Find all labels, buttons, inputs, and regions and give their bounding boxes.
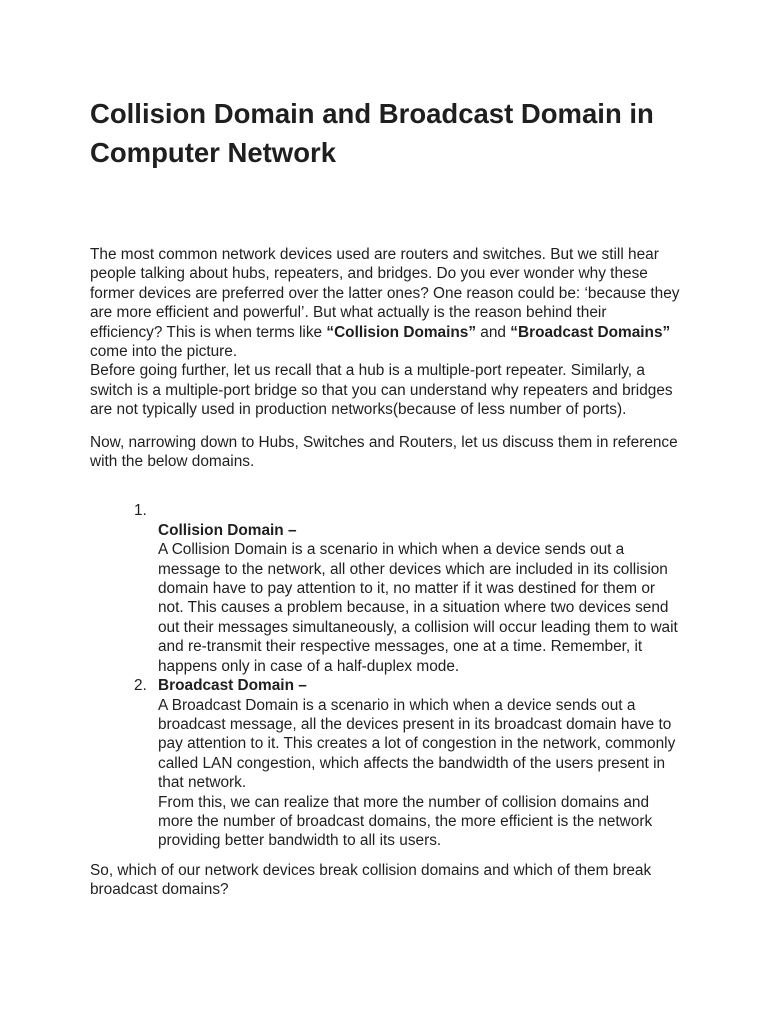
collision-domain-body: A Collision Domain is a scenario in which when a device sends out a message to the network, all other devices which are included in its collision domain have to pay attention to it, no matter if it was destined for them or not. This causes a problem because, in a situation where two devices send out their messages simultaneously, a collision will occur leading them to wait and re-transmit their respective messages, one at a time. Remember, it happens only in case of a half-duplex mode. [158,541,678,675]
list-number: 1. [134,502,147,520]
intro-section [90,245,680,420]
blank-line [158,501,680,520]
narrowing-paragraph: Now, narrowing down to Hubs, Switches and Routers, let us discuss them in reference with the below domains. [90,433,678,471]
intro-text-before: The most common network devices used are routers and switches. But we still hear people talking about hubs, repeaters, and bridges. Do you ever wonder why these former devices are preferred over the latter ones? One reason could be: ‘because they are more efficient and powerful’. But what actually is the reason behind their efficiency? This is when terms like [90,246,680,341]
list-number: 2. [134,677,147,695]
intro-and-text: and [476,323,511,341]
article [90,94,680,915]
broadcast-domain-heading: Broadcast Domain – [158,677,307,695]
collision-domain-heading: Collision Domain – [158,521,297,539]
list-item-collision [134,501,680,676]
broadcast-domain-body: A Broadcast Domain is a scenario in which when a device sends out a broadcast message, all the devices present in its broadcast domain have to pay attention to it. This creates a lot of congestion in the network, commonly called LAN congestion, which affects the bandwidth of the users present in that network. [158,696,676,792]
term-collision-domains: “Collision Domains” [326,323,477,341]
domain-list [90,501,680,850]
intro-paragraph [90,245,680,361]
list-item-broadcast [134,676,680,851]
term-broadcast-domains: “Broadcast Domains” [510,323,671,341]
recall-paragraph: Before going further, let us recall that a hub is a multiple-port repeater. Similarly, a switch is a multiple-port bridge so that you can understand why repeaters and bridges are not typically used in production networks(because of less number of ports). [90,362,673,419]
intro-text-after: come into the picture. [90,343,238,361]
broadcast-domain-extra: From this, we can realize that more the number of collision domains and more the number of broadcast domains, the more efficient is the network providing better bandwidth to all its users. [158,793,653,850]
page-title: Collision Domain and Broadcast Domain in Computer Network [90,98,654,168]
closing-paragraph: So, which of our network devices break collision domains and which of them break broadcast domains? [90,861,652,899]
